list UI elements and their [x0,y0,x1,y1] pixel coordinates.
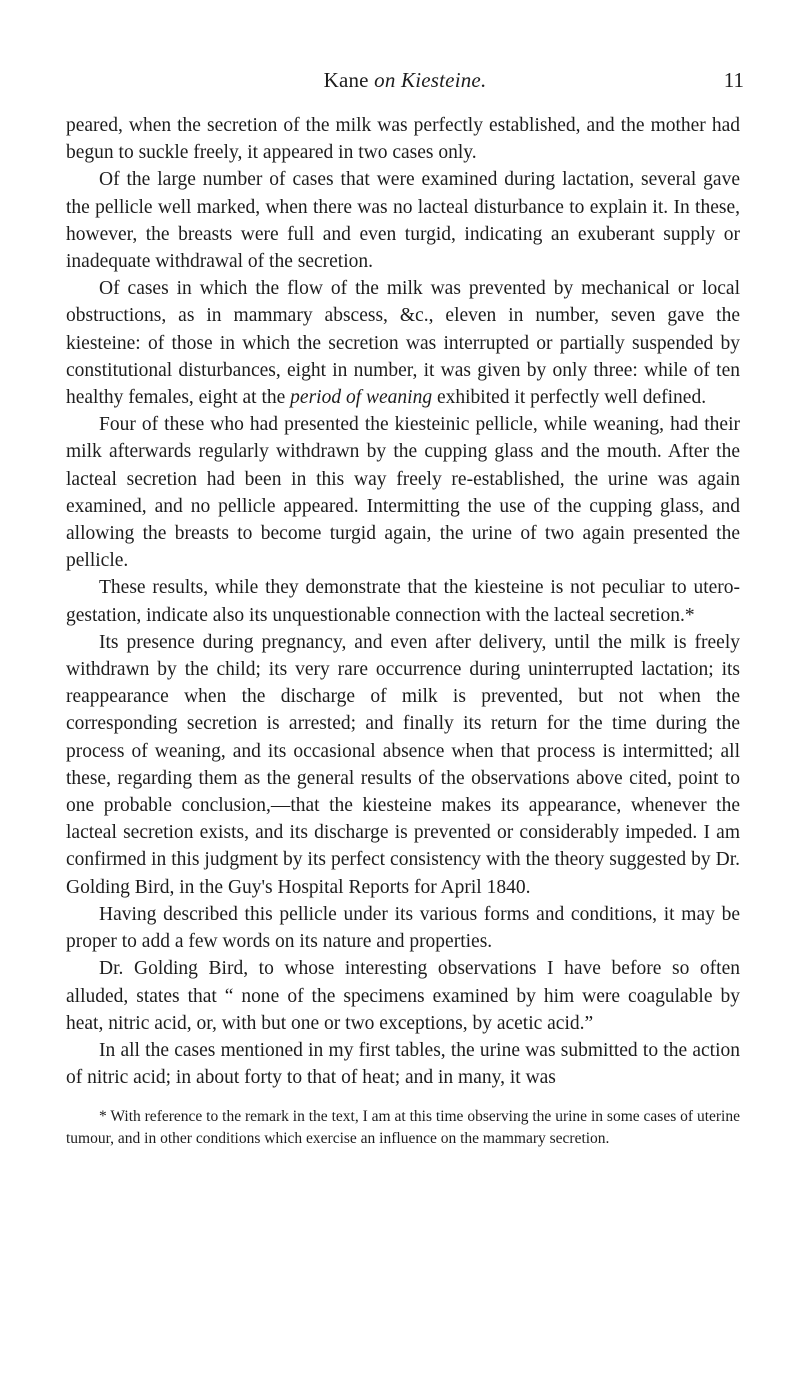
page-number: 11 [723,68,744,92]
paragraph-nature-intro: Having described this pellicle under its various forms and conditions, it may be proper to add a few words on its nature and properties. [66,903,740,953]
running-head-on: on [374,68,396,92]
paragraph-obstruction-italic: period of weaning [290,387,433,409]
running-head-author: Kane [323,68,369,92]
paragraph-obstruction-text-b: exhibited it perfectly well defined. [436,387,707,409]
paragraph-conclusion: Its presence during pregnancy, and even after delivery, until the milk is freely withdrawn by the child; its very rare occurrence during uninterrupted lactation; its reappearance when the discharge of milk is prevented, but not when the corresponding secretion is arrested; and finally its return for the time during the process of weaning, and its occasional absence when that process is intermitted; all these, regarding them as the general results of the observations above cited, point to one probable conclusion,—that the kiesteine makes its appearance, whenever the lacteal secretion exists, and its discharge is prevented or considerably impeded. I am confirmed in this judgment by its perfect consistency with the theory suggested by Dr. Golding Bird, in the Guy's Hospital Reports for April 1840. [66,631,740,898]
footnote [66,1106,740,1149]
paragraph-lactation-cases: Of the large number of cases that were examined during lactation, several gave the pellicle well marked, when there was no lacteal disturbance to explain it. In these, however, the breasts were full and even turgid, indicating an exuberant supply or inadequate withdrawal of the secretion. [66,169,740,273]
paragraph-golding-bird: Dr. Golding Bird, to whose interesting observations I have before so often alluded, states that “ none of the specimens examined by him were coagulable by heat, nitric acid, or, with but one or two exceptions, by acetic acid.” [66,958,740,1034]
paragraph-obstruction-cases [66,275,740,411]
paragraph-results: These results, while they demonstrate that the kiesteine is not peculiar to utero-gestation, indicate also its unquestionable connection with the lacteal secretion.* [66,577,740,626]
paragraph-obstruction-text-a: Of cases in which the flow of the milk was prevented by mechanical or local obstructions, as in mammary abscess, &c., eleven in number, seven gave the kiesteine: of those in which the secretion was interrupted or partially suspended by constitutional disturbances, eight in number, it was given by only three: while of ten healthy females, eight at the [66,278,740,409]
running-head [66,68,744,102]
paragraph-weaning-cases: Four of these who had presented the kiesteinic pellicle, while weaning, had their milk afterwards regularly withdrawn by the cupping glass and the mouth. After the lacteal secretion had been in this way freely re-established, the urine was again examined, and no pellicle appeared. Intermitting the use of the cupping glass, and allowing the breasts to become turgid again, the urine of two again presented the pellicle. [66,414,740,572]
running-head-subject: Kiesteine. [401,68,487,92]
paragraph-continued: peared, when the secretion of the milk was perfectly established, and the mother had begun to suckle freely, it appeared in two cases only. [66,115,740,164]
paragraph-nitric-acid: In all the cases mentioned in my first tables, the urine was submitted to the action of nitric acid; in about forty to that of heat; and in many, it was [66,1039,740,1089]
running-head-title [66,68,744,93]
footnote-text: * With reference to the remark in the text, I am at this time observing the urine in some cases of uterine tumour, and in other conditions which exercise an influence on the mammary secretion. [66,1108,740,1147]
body-text [66,112,740,1091]
